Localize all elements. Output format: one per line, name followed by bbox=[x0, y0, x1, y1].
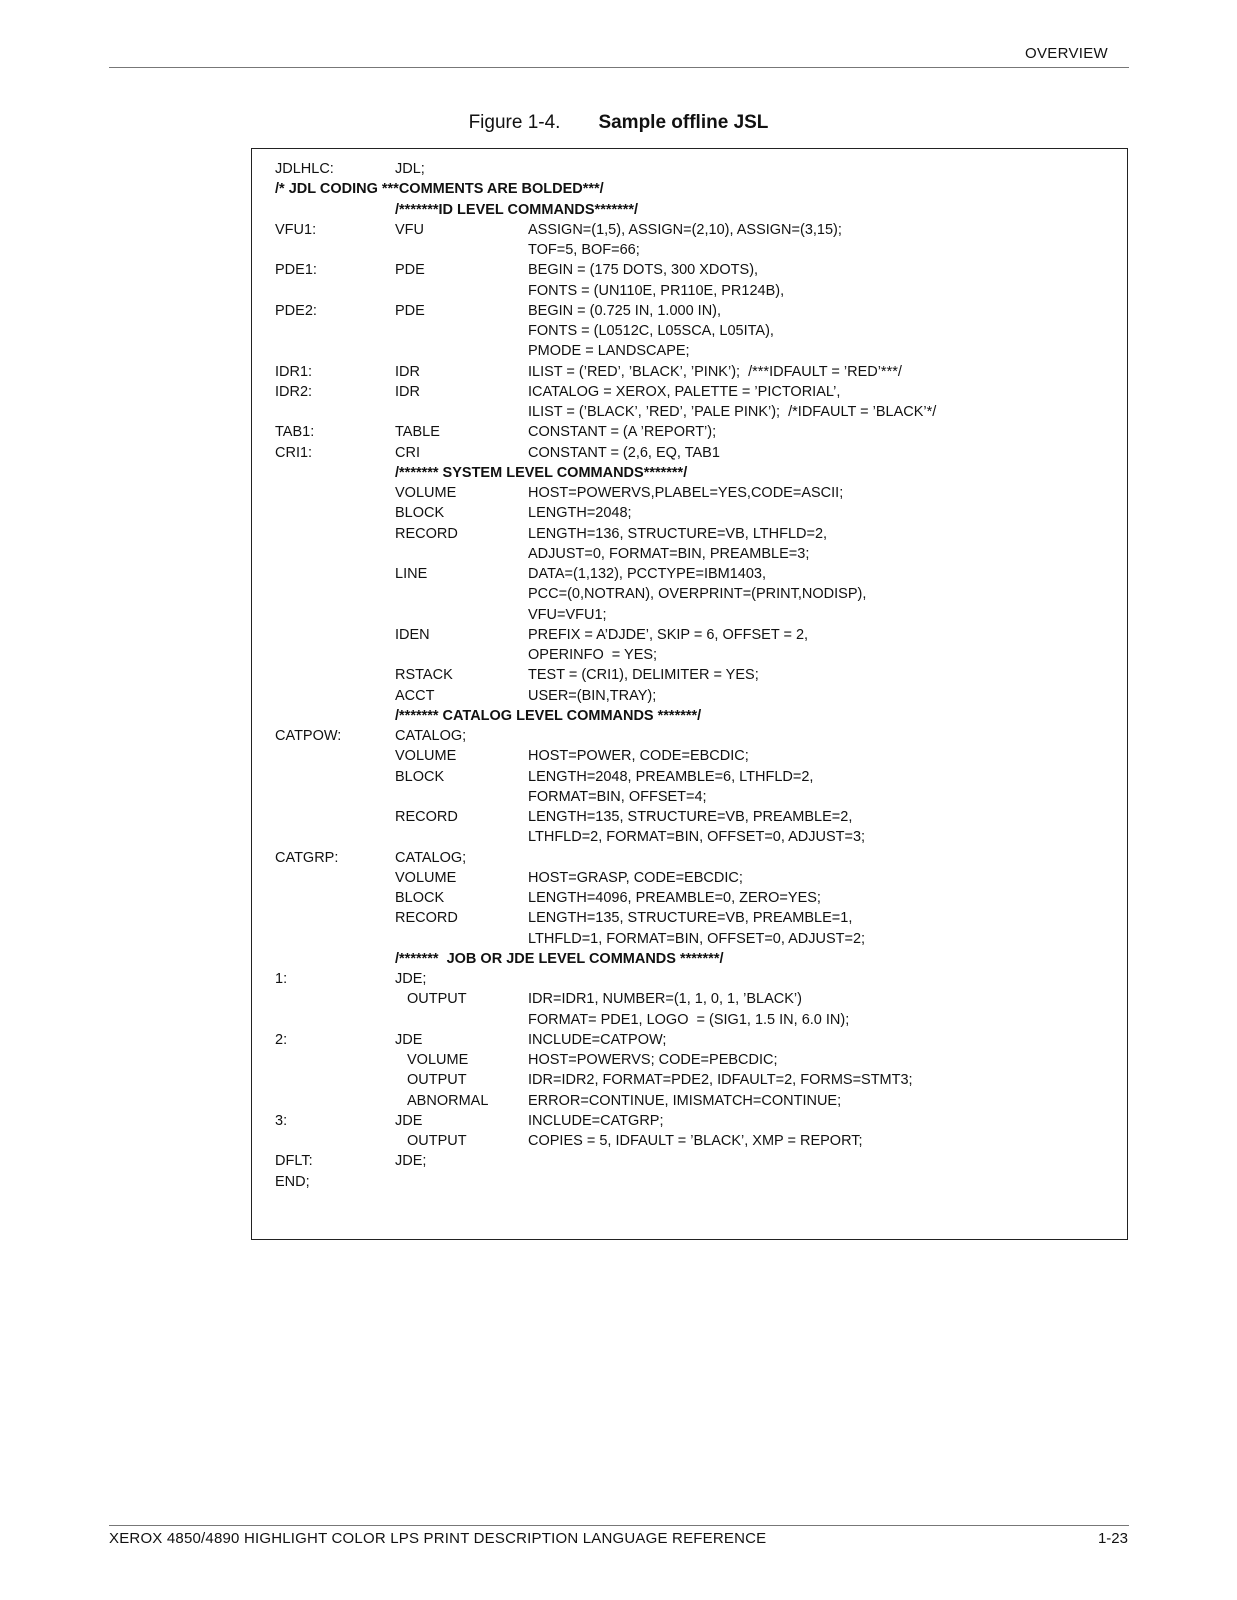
code-command: VOLUME bbox=[395, 869, 457, 886]
code-parameters: ILIST = (’BLACK’, ’RED’, ’PALE PINK’); /*IDFAULT = ’BLACK’*/ bbox=[528, 404, 937, 420]
code-label: CRI1: bbox=[275, 444, 313, 461]
code-command: IDR bbox=[395, 363, 420, 380]
code-command: JDE; bbox=[395, 1153, 427, 1170]
code-comment-line bbox=[275, 200, 1117, 220]
code-line bbox=[275, 422, 1117, 442]
figure-title: Sample offline JSL bbox=[598, 112, 769, 133]
code-command: VOLUME bbox=[395, 748, 457, 765]
code-command: VFU bbox=[395, 221, 424, 238]
code-line bbox=[275, 605, 1117, 625]
code-parameters: LENGTH=135, STRUCTURE=VB, PREAMBLE=1, bbox=[528, 910, 853, 927]
code-line bbox=[275, 1030, 1117, 1050]
code-comment: /*******ID LEVEL COMMANDS*******/ bbox=[395, 201, 639, 218]
code-parameters: DATA=(1,132), PCCTYPE=IBM1403, bbox=[528, 566, 767, 582]
code-line bbox=[275, 564, 1117, 584]
code-line bbox=[275, 1151, 1117, 1171]
code-parameters: HOST=POWER, CODE=EBCDIC; bbox=[528, 748, 749, 765]
code-command: RECORD bbox=[395, 910, 458, 927]
code-command: OUTPUT bbox=[407, 1133, 467, 1149]
code-label: END; bbox=[275, 1173, 310, 1190]
code-line bbox=[275, 848, 1117, 868]
code-parameters: HOST=GRASP, CODE=EBCDIC; bbox=[528, 869, 743, 886]
code-comment-line bbox=[275, 706, 1117, 726]
code-line bbox=[275, 1091, 1117, 1111]
running-header: OVERVIEW bbox=[1025, 45, 1108, 62]
code-command: PDE bbox=[395, 302, 425, 319]
code-parameters: PREFIX = A’DJDE’, SKIP = 6, OFFSET = 2, bbox=[528, 626, 809, 643]
code-line bbox=[275, 1010, 1117, 1030]
code-label: TAB1: bbox=[275, 424, 315, 441]
code-line bbox=[275, 220, 1117, 240]
code-parameters: IDR=IDR1, NUMBER=(1, 1, 0, 1, ’BLACK’) bbox=[528, 991, 802, 1008]
code-line bbox=[275, 686, 1117, 706]
code-line bbox=[275, 443, 1117, 463]
code-command: BLOCK bbox=[395, 890, 445, 906]
code-line bbox=[275, 524, 1117, 544]
footer-rule bbox=[109, 1525, 1129, 1526]
code-line bbox=[275, 989, 1117, 1009]
code-parameters: LENGTH=2048; bbox=[528, 505, 632, 522]
code-label: IDR2: bbox=[275, 383, 313, 400]
code-label: PDE1: bbox=[275, 262, 317, 279]
code-line bbox=[275, 1131, 1117, 1151]
code-parameters: INCLUDE=CATGRP; bbox=[528, 1112, 664, 1129]
code-parameters: LTHFLD=2, FORMAT=BIN, OFFSET=0, ADJUST=3; bbox=[528, 829, 866, 846]
code-line bbox=[275, 503, 1117, 523]
code-command: CRI bbox=[395, 444, 420, 461]
code-parameters: FORMAT= PDE1, LOGO = (SIG1, 1.5 IN, 6.0 IN); bbox=[528, 1011, 850, 1028]
code-parameters: PCC=(0,NOTRAN), OVERPRINT=(PRINT,NODISP), bbox=[528, 586, 867, 603]
code-parameters: ADJUST=0, FORMAT=BIN, PREAMBLE=3; bbox=[528, 545, 810, 562]
code-command: ACCT bbox=[395, 687, 435, 704]
figure-number: Figure 1-4. bbox=[468, 112, 561, 133]
code-line bbox=[275, 159, 1117, 179]
code-line bbox=[275, 625, 1117, 645]
code-command: TABLE bbox=[395, 424, 440, 441]
code-command: ABNORMAL bbox=[407, 1092, 489, 1109]
code-line bbox=[275, 1111, 1117, 1131]
code-command: LINE bbox=[395, 566, 428, 582]
code-line bbox=[275, 665, 1117, 685]
code-line bbox=[275, 544, 1117, 564]
code-line bbox=[275, 787, 1117, 807]
code-command: RSTACK bbox=[395, 667, 453, 684]
code-label: DFLT: bbox=[275, 1153, 313, 1170]
code-parameters: LENGTH=4096, PREAMBLE=0, ZERO=YES; bbox=[528, 890, 821, 906]
code-parameters: BEGIN = (0.725 IN, 1.000 IN), bbox=[528, 302, 722, 319]
code-command: OUTPUT bbox=[407, 991, 467, 1008]
code-parameters: HOST=POWERVS; CODE=PEBCDIC; bbox=[528, 1052, 778, 1068]
code-parameters: CONSTANT = (A ’REPORT’); bbox=[528, 424, 717, 441]
code-comment-line bbox=[275, 463, 1117, 483]
code-line bbox=[275, 1172, 1117, 1192]
code-parameters: FORMAT=BIN, OFFSET=4; bbox=[528, 788, 707, 805]
code-line bbox=[275, 402, 1117, 422]
code-line bbox=[275, 1070, 1117, 1090]
code-command: BLOCK bbox=[395, 768, 445, 785]
code-command: IDR bbox=[395, 383, 420, 400]
code-line bbox=[275, 726, 1117, 746]
code-listing bbox=[275, 159, 1117, 1192]
code-comment: /* JDL CODING ***COMMENTS ARE BOLDED***/ bbox=[275, 181, 604, 198]
code-label: 2: bbox=[275, 1031, 288, 1048]
header-rule bbox=[109, 67, 1129, 68]
footer-book-title: XEROX 4850/4890 HIGHLIGHT COLOR LPS PRINT DESCRIPTION LANGUAGE REFERENCE bbox=[109, 1530, 767, 1547]
code-line bbox=[275, 645, 1117, 665]
code-line bbox=[275, 341, 1117, 361]
code-parameters: ERROR=CONTINUE, IMISMATCH=CONTINUE; bbox=[528, 1092, 842, 1109]
code-line bbox=[275, 767, 1117, 787]
code-command: JDE bbox=[395, 1031, 423, 1048]
code-line bbox=[275, 827, 1117, 847]
code-parameters: VFU=VFU1; bbox=[528, 606, 607, 623]
code-parameters: CONSTANT = (2,6, EQ, TAB1 bbox=[528, 444, 720, 461]
code-comment-line bbox=[275, 179, 1117, 199]
code-line bbox=[275, 382, 1117, 402]
code-label: CATGRP: bbox=[275, 849, 339, 866]
code-line bbox=[275, 888, 1117, 908]
code-line bbox=[275, 301, 1117, 321]
code-line bbox=[275, 240, 1117, 260]
code-label: CATPOW: bbox=[275, 728, 342, 744]
code-command: RECORD bbox=[395, 809, 458, 825]
code-line bbox=[275, 584, 1117, 604]
code-command: PDE bbox=[395, 262, 425, 279]
code-label: IDR1: bbox=[275, 363, 313, 380]
code-parameters: TOF=5, BOF=66; bbox=[528, 242, 640, 258]
code-comment: /******* CATALOG LEVEL COMMANDS *******/ bbox=[395, 707, 702, 724]
code-command: CATALOG; bbox=[395, 728, 467, 744]
code-parameters: BEGIN = (175 DOTS, 300 XDOTS), bbox=[528, 262, 759, 279]
code-parameters: ICATALOG = XEROX, PALETTE = ’PICTORIAL’, bbox=[528, 383, 841, 400]
code-listing-box bbox=[251, 148, 1128, 1240]
code-line bbox=[275, 908, 1117, 928]
code-line bbox=[275, 362, 1117, 382]
code-parameters: PMODE = LANDSCAPE; bbox=[528, 343, 690, 360]
code-line bbox=[275, 807, 1117, 827]
code-parameters: LENGTH=136, STRUCTURE=VB, LTHFLD=2, bbox=[528, 525, 828, 542]
code-command: OUTPUT bbox=[407, 1072, 467, 1089]
code-command: RECORD bbox=[395, 525, 458, 542]
code-line bbox=[275, 929, 1117, 949]
code-parameters: INCLUDE=CATPOW; bbox=[528, 1031, 667, 1048]
code-command: JDL; bbox=[395, 161, 425, 177]
code-parameters: ILIST = (’RED’, ’BLACK’, ’PINK’); /***IDFAULT = ’RED’***/ bbox=[528, 363, 902, 380]
code-line bbox=[275, 483, 1117, 503]
code-parameters: IDR=IDR2, FORMAT=PDE2, IDFAULT=2, FORMS=STMT3; bbox=[528, 1072, 913, 1089]
code-parameters: COPIES = 5, IDFAULT = ’BLACK’, XMP = REPORT; bbox=[528, 1133, 863, 1149]
code-command: CATALOG; bbox=[395, 849, 467, 866]
code-parameters: HOST=POWERVS,PLABEL=YES,CODE=ASCII; bbox=[528, 485, 844, 501]
code-parameters: FONTS = (UN110E, PR110E, PR124B), bbox=[528, 282, 785, 299]
code-parameters: FONTS = (L0512C, L05SCA, L05ITA), bbox=[528, 323, 774, 339]
code-label: VFU1: bbox=[275, 221, 317, 238]
code-line bbox=[275, 969, 1117, 989]
code-label: PDE2: bbox=[275, 302, 317, 319]
code-parameters: USER=(BIN,TRAY); bbox=[528, 687, 657, 704]
code-comment-line bbox=[275, 949, 1117, 969]
code-line bbox=[275, 260, 1117, 280]
code-label: 1: bbox=[275, 971, 288, 987]
code-command: VOLUME bbox=[407, 1052, 469, 1068]
code-label: JDLHLC: bbox=[275, 161, 334, 177]
code-command: JDE bbox=[395, 1112, 423, 1129]
footer-page-number: 1-23 bbox=[1097, 1530, 1128, 1547]
code-parameters: LENGTH=2048, PREAMBLE=6, LTHFLD=2, bbox=[528, 768, 814, 785]
code-line bbox=[275, 746, 1117, 766]
code-command: JDE; bbox=[395, 971, 427, 987]
code-parameters: TEST = (CRI1), DELIMITER = YES; bbox=[528, 667, 759, 684]
code-line bbox=[275, 1050, 1117, 1070]
code-line bbox=[275, 281, 1117, 301]
code-line bbox=[275, 321, 1117, 341]
code-parameters: LENGTH=135, STRUCTURE=VB, PREAMBLE=2, bbox=[528, 809, 853, 825]
code-comment: /******* JOB OR JDE LEVEL COMMANDS *******/ bbox=[395, 950, 724, 967]
code-label: 3: bbox=[275, 1112, 288, 1129]
code-command: IDEN bbox=[395, 626, 430, 643]
code-parameters: OPERINFO = YES; bbox=[528, 647, 658, 663]
figure-caption bbox=[0, 112, 1237, 134]
code-line bbox=[275, 868, 1117, 888]
code-parameters: LTHFLD=1, FORMAT=BIN, OFFSET=0, ADJUST=2; bbox=[528, 930, 866, 947]
code-parameters: ASSIGN=(1,5), ASSIGN=(2,10), ASSIGN=(3,15); bbox=[528, 221, 842, 238]
code-command: VOLUME bbox=[395, 485, 457, 501]
code-command: BLOCK bbox=[395, 505, 445, 522]
code-comment: /******* SYSTEM LEVEL COMMANDS*******/ bbox=[395, 464, 688, 481]
